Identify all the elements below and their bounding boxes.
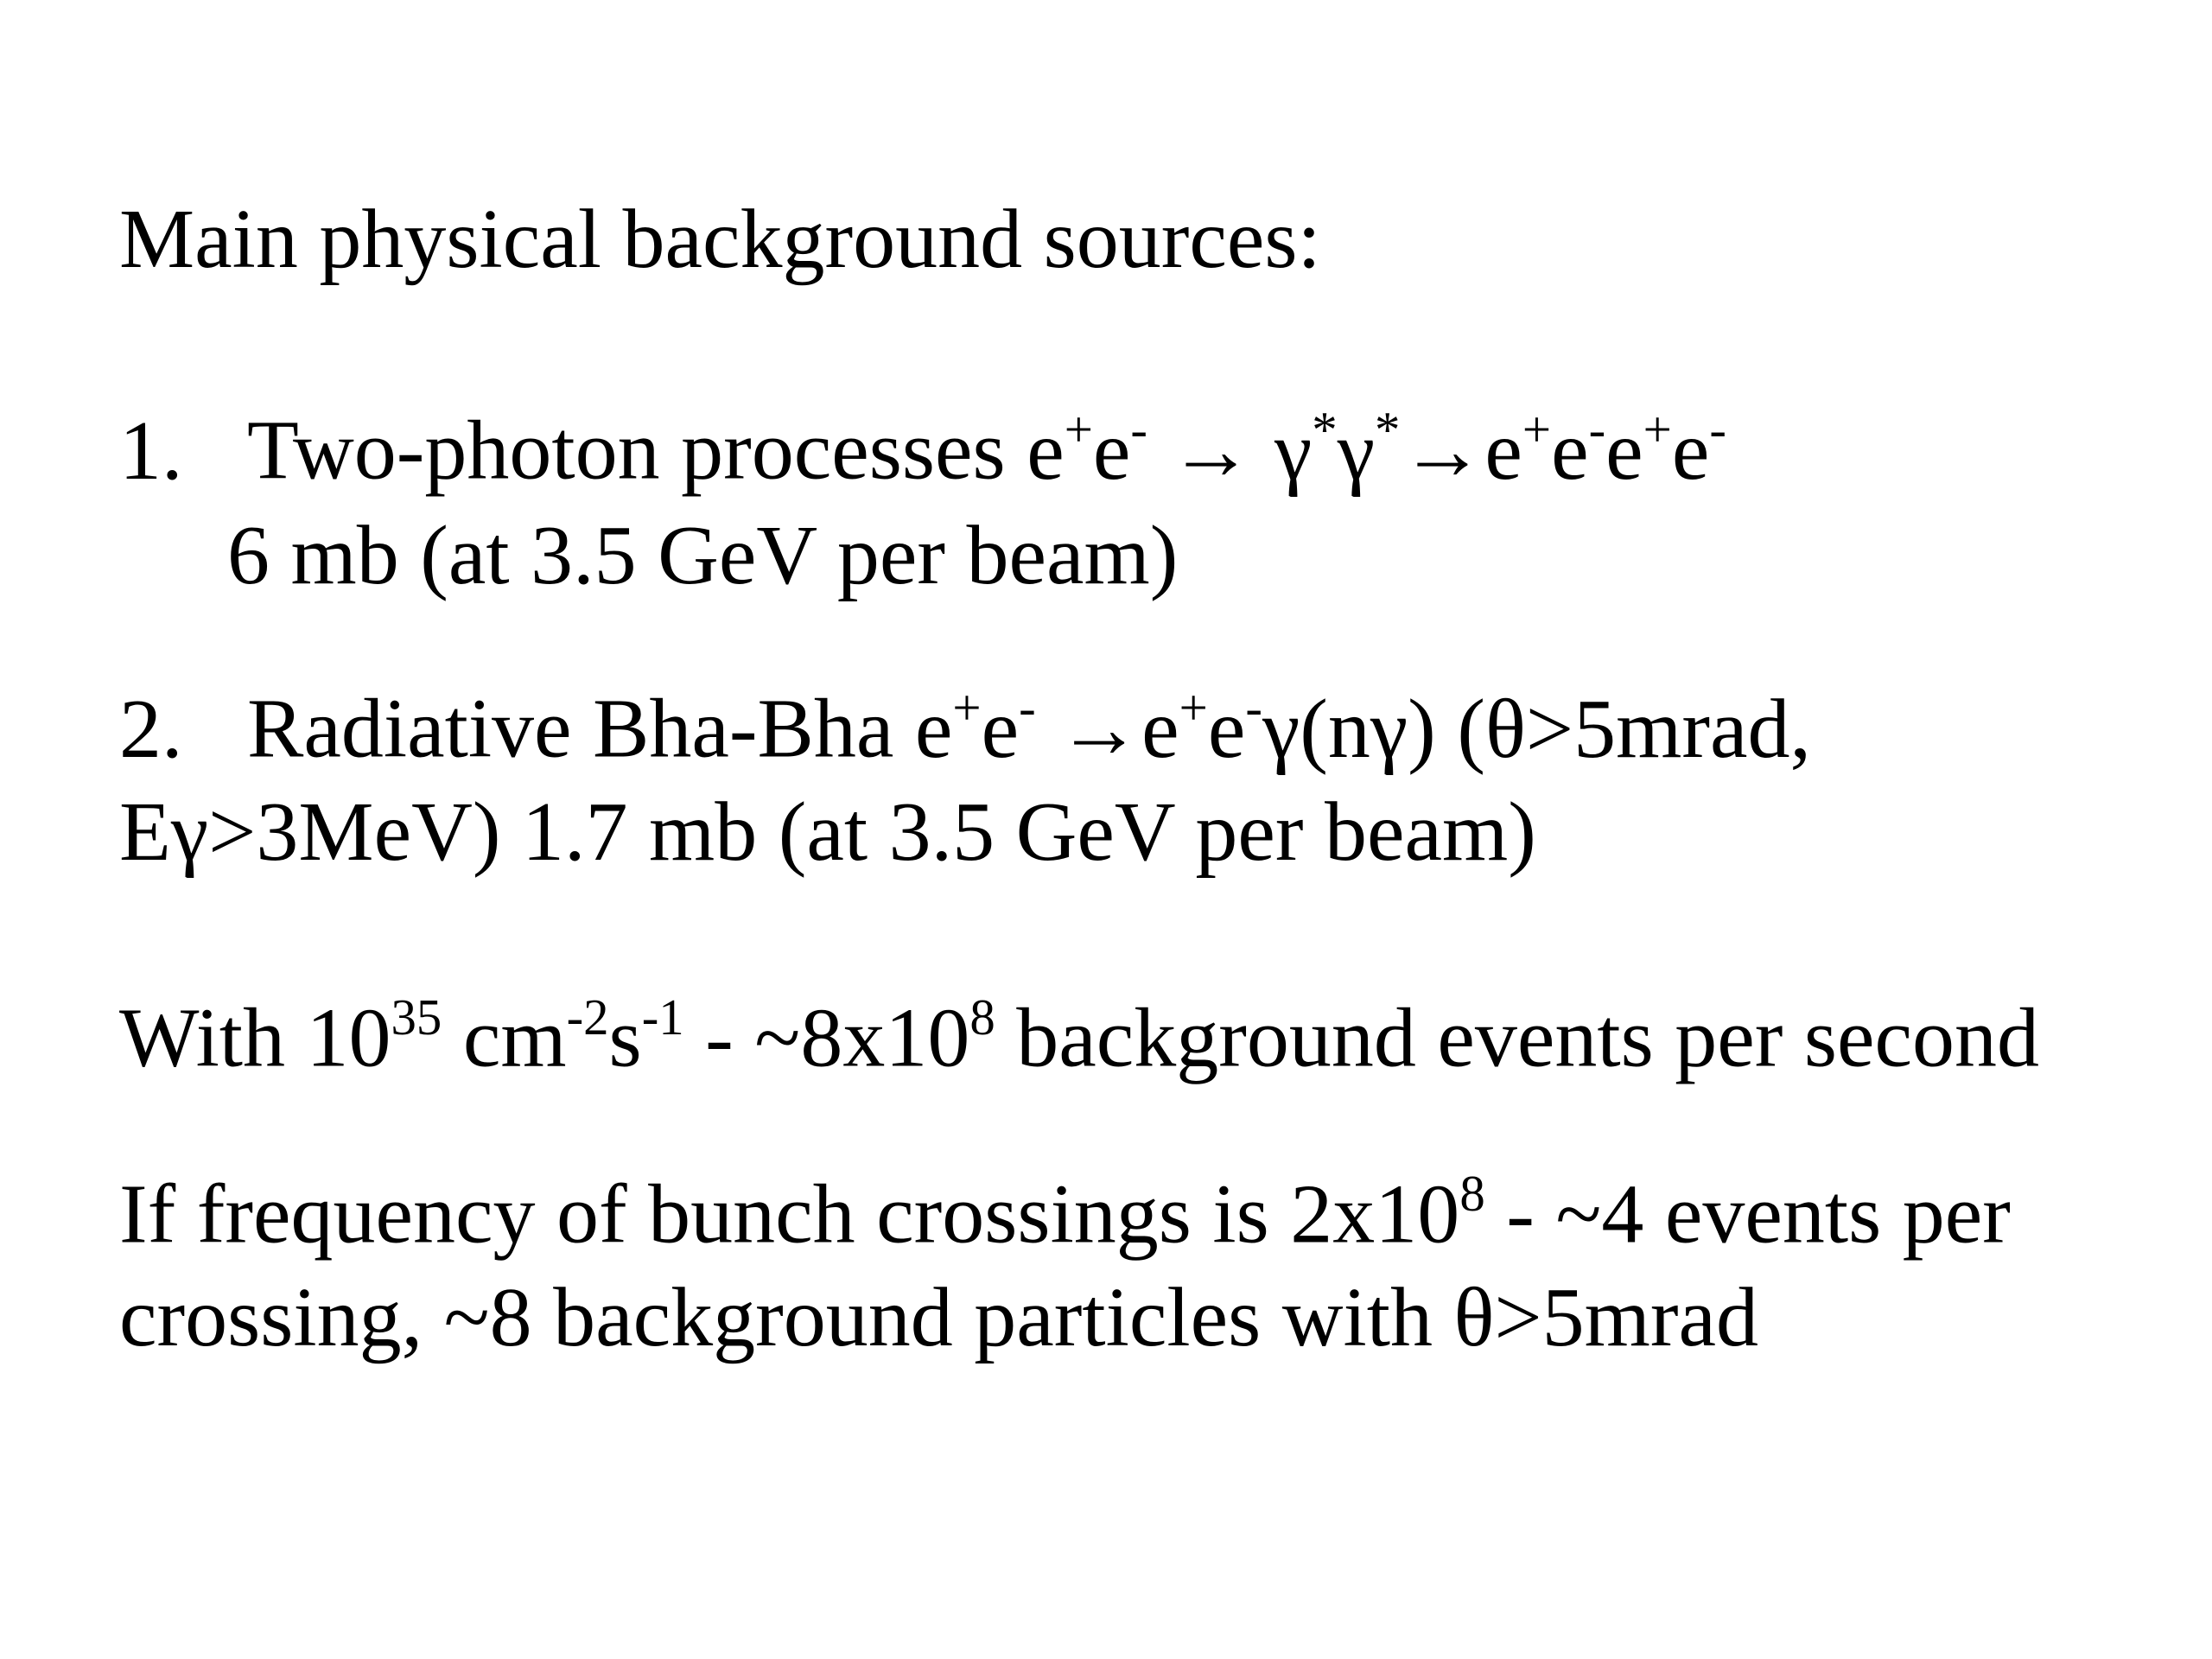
crossing-line-2-text: crossing, ~8 background particles with θ>5mrad <box>119 1271 1759 1364</box>
arrow-symbol: → <box>1147 404 1274 498</box>
item-2-line-1 <box>119 680 1812 776</box>
item-2-number: 2. <box>119 682 183 776</box>
item-2-label: Radiative Bha-Bha <box>247 682 915 776</box>
item-1-line-1 <box>119 402 1726 498</box>
item-1-number: 1. <box>119 404 183 498</box>
rate-line: With $10^{35}$ $cm^{-2}s^{-1}$ - $\sim 8x10^8$ background events per second <box>119 989 2039 1085</box>
item-2-line-2 <box>119 785 1536 879</box>
slide-heading <box>119 193 1321 286</box>
item-1-detail: 6 mb (at 3.5 GeV per beam) <box>227 509 1179 602</box>
item-1-reaction: e+e- → γ*γ*→e+e-e+e- <box>1027 402 1726 498</box>
arrow-symbol: → <box>1400 404 1485 498</box>
item-1-line-2 <box>119 509 1179 602</box>
arrow-symbol: → <box>1035 682 1142 776</box>
crossing-line-2 <box>119 1271 1759 1364</box>
item-1-label: Two-photon processes <box>247 404 1027 498</box>
crossing-line-1: If frequency of bunch crossings is $2x10^8$ - ~4 events per <box>119 1166 2011 1262</box>
item-2-line-2-text: Eγ>3MeV) 1.7 mb (at 3.5 GeV per beam) <box>119 785 1536 879</box>
item-2-reaction: e+e- →e+e-γ(nγ) (θ>5mrad, <box>914 680 1812 776</box>
heading-text: Main physical background sources: <box>119 193 1321 286</box>
